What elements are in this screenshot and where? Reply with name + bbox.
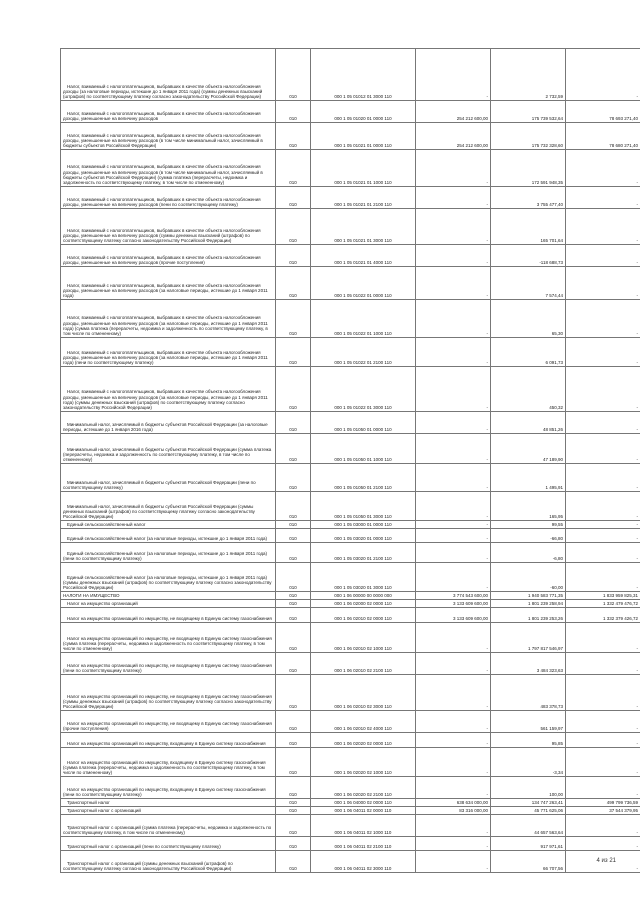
row-exec-cell: 6 091,73 [491, 338, 566, 367]
row-name-cell: Налог на имущество организаций по имуществу, не входящему в Единую систему газоснабжения (суммы денежных взысканий (штрафов) по соответствующему платежу согласно законодательству Российской Федерации) [61, 675, 276, 711]
row-kbk-cell: 000 1 06 04011 02 0000 110 [311, 807, 416, 815]
row-name-cell: Транспортный налог с организаций (пени по соответствующему платежу) [61, 837, 276, 851]
row-kbk-cell: 000 1 06 02020 02 2100 110 [311, 777, 416, 799]
row-rest-cell: - [566, 837, 640, 851]
row-rest-cell: - [566, 815, 640, 837]
row-code-cell: 010 [276, 245, 311, 267]
row-kbk-cell: 000 1 06 02010 02 2100 110 [311, 653, 416, 675]
row-exec-cell: 1 797 817 546,97 [491, 623, 566, 653]
row-rest-cell: - [566, 529, 640, 543]
row-code-cell: 010 [276, 101, 311, 123]
row-rest-cell: - [566, 543, 640, 563]
row-name-cell: Налог, взимаемый с налогоплательщиков, выбравших в качестве объекта налогообложения доходы, уменьшенные на величину расходов (за налоговые периоды, истекшие до 1 января 2011 года) (суммы денежных взысканий (штрафов) по соответствующему платежу согласно законодательству Российской Федерации) [61, 367, 276, 412]
row-exec-cell: -66,80 [491, 529, 566, 543]
row-code-cell: 010 [276, 267, 311, 300]
row-exec-cell: 65,30 [491, 300, 566, 338]
row-rest-cell: 78 680 271,40 [566, 123, 640, 150]
row-rest-cell: 1 332 379 426,72 [566, 608, 640, 623]
row-plan-cell: - [416, 338, 491, 367]
row-kbk-cell: 000 1 06 00000 00 0000 000 [311, 592, 416, 600]
row-rest-cell: 78 693 271,40 [566, 101, 640, 123]
row-code-cell: 010 [276, 623, 311, 653]
row-code-cell: 010 [276, 187, 311, 209]
row-plan-cell: - [416, 733, 491, 748]
table-row [61, 837, 640, 851]
row-kbk-cell: 000 1 05 01022 01 3000 110 [311, 367, 416, 412]
row-plan-cell: - [416, 748, 491, 777]
row-name-cell: Транспортный налог с организаций [61, 807, 276, 815]
table-row [61, 851, 640, 873]
row-name-cell: Единый сельскохозяйственный налог (за налоговые периоды, истекшие до 1 января 2011 года) (суммы денежных взысканий (штрафов) по соответствующему платежу согласно законодательству Российской Федерации) [61, 563, 276, 592]
row-exec-cell: -6,80 [491, 543, 566, 563]
row-kbk-cell: 000 1 05 03020 01 3000 110 [311, 563, 416, 592]
row-name-cell: Налог на имущество организаций по имуществу, входящему в Единую систему газоснабжения (пени по соответствующему платежу) [61, 777, 276, 799]
row-kbk-cell: 000 1 06 04011 02 3000 110 [311, 851, 416, 873]
row-kbk-cell: 000 1 05 01012 01 3000 110 [311, 49, 416, 101]
row-code-cell: 010 [276, 733, 311, 748]
row-rest-cell: 1 332 479 476,72 [566, 600, 640, 608]
row-kbk-cell: 000 1 05 03000 01 0000 110 [311, 521, 416, 529]
row-code-cell: 010 [276, 123, 311, 150]
row-rest-cell: - [566, 338, 640, 367]
row-name-cell: Налог на имущество организаций по имуществу, не входящему в Единую систему газоснабжения (сумма платежа (перерасчеты, недоимка и задолженность по соответствующему платежу, в том числе по отмененному) [61, 623, 276, 653]
row-kbk-cell: 000 1 05 03020 01 2100 110 [311, 543, 416, 563]
table-row [61, 150, 640, 187]
row-code-cell: 010 [276, 49, 311, 101]
row-name-cell: Налог, взимаемый с налогоплательщиков, выбравших в качестве объекта налогообложения доходы (за налоговые периоды, истекшие до 1 января 2011 года) (суммы денежных взысканий (штрафов) по соответствующему платежу согласно законодательству Российской Федерации) [61, 49, 276, 101]
row-code-cell: 010 [276, 464, 311, 492]
table-row [61, 623, 640, 653]
table-row [61, 464, 640, 492]
row-name-cell: Налог на имущество организаций по имуществу, входящему в Единую систему газоснабжения (сумма платежа (перерасчеты, недоимка и задолженность по соответствующему платежу, в том числе по отмененному) [61, 748, 276, 777]
row-exec-cell: 95,85 [491, 733, 566, 748]
row-kbk-cell: 000 1 06 04011 02 1000 110 [311, 815, 416, 837]
row-rest-cell: - [566, 748, 640, 777]
row-exec-cell: 48 851,26 [491, 412, 566, 434]
table-row [61, 653, 640, 675]
table-row [61, 338, 640, 367]
row-exec-cell: 483 378,73 [491, 675, 566, 711]
row-name-cell: Налог на имущество организаций по имуществу, не входящему в Единую систему газоснабжения (прочие поступления) [61, 711, 276, 733]
row-rest-cell: - [566, 245, 640, 267]
row-name-cell: Минимальный налог, зачисляемый в бюджеты субъектов Российской Федерации (суммы денежных взысканий (штрафов) по соответствующему платежу согласно законодательству Российской Федерации) [61, 492, 276, 521]
row-exec-cell: 561 159,97 [491, 711, 566, 733]
row-kbk-cell: 000 1 05 01050 01 3000 110 [311, 492, 416, 521]
table-row [61, 412, 640, 434]
row-code-cell: 010 [276, 675, 311, 711]
page-number: 4 из 21 [596, 858, 616, 864]
table-row [61, 675, 640, 711]
row-rest-cell: - [566, 675, 640, 711]
row-plan-cell: - [416, 412, 491, 434]
row-name-cell: Налог на имущество организаций по имуществу, не входящему в Единую систему газоснабжения [61, 608, 276, 623]
row-code-cell: 010 [276, 209, 311, 245]
row-name-cell: Налог, взимаемый с налогоплательщиков, выбравших в качестве объекта налогообложения доходы, уменьшенные на величину расходов (за налоговые периоды, истекшие до 1 января 2011 года) (пени по соответствующему платежу) [61, 338, 276, 367]
table-row [61, 777, 640, 799]
row-name-cell: Единый сельскохозяйственный налог (за налоговые периоды, истекшие до 1 января 2011 года) (пени по соответствующему платежу) [61, 543, 276, 563]
row-code-cell: 010 [276, 600, 311, 608]
table-row [61, 807, 640, 815]
row-plan-cell: - [416, 367, 491, 412]
row-kbk-cell: 000 1 05 01021 01 1000 110 [311, 150, 416, 187]
row-exec-cell: 45 771 625,06 [491, 807, 566, 815]
row-exec-cell: 172 591 948,35 [491, 150, 566, 187]
table-row [61, 521, 640, 529]
row-code-cell: 010 [276, 563, 311, 592]
row-code-cell: 010 [276, 837, 311, 851]
report-sheet [60, 48, 638, 873]
row-plan-cell: - [416, 187, 491, 209]
row-name-cell: Налог, взимаемый с налогоплательщиков, выбравших в качестве объекта налогообложения доходы, уменьшенные на величину расходов (прочие поступления) [61, 245, 276, 267]
table-row [61, 815, 640, 837]
row-plan-cell: - [416, 563, 491, 592]
row-code-cell: 010 [276, 815, 311, 837]
row-exec-cell: 165 701,64 [491, 209, 566, 245]
row-kbk-cell: 000 1 06 02010 02 4000 110 [311, 711, 416, 733]
row-plan-cell: - [416, 543, 491, 563]
row-code-cell: 010 [276, 150, 311, 187]
row-exec-cell: 7 574,44 [491, 267, 566, 300]
row-code-cell: 010 [276, 300, 311, 338]
row-rest-cell: - [566, 623, 640, 653]
row-plan-cell: - [416, 300, 491, 338]
row-kbk-cell: 000 1 06 04011 02 2100 110 [311, 837, 416, 851]
row-plan-cell: 638 634 000,00 [416, 799, 491, 807]
row-rest-cell: 499 799 736,59 [566, 799, 640, 807]
row-rest-cell: - [566, 267, 640, 300]
row-kbk-cell: 000 1 06 02020 02 1000 110 [311, 748, 416, 777]
row-kbk-cell: 000 1 05 01050 01 2100 110 [311, 464, 416, 492]
row-kbk-cell: 000 1 06 02010 02 1000 110 [311, 623, 416, 653]
row-plan-cell: - [416, 492, 491, 521]
row-kbk-cell: 000 1 05 01050 01 1000 110 [311, 434, 416, 464]
row-rest-cell: - [566, 49, 640, 101]
table-row [61, 267, 640, 300]
row-plan-cell: - [416, 434, 491, 464]
row-rest-cell: - [566, 653, 640, 675]
row-name-cell: Налог, взимаемый с налогоплательщиков, выбравших в качестве объекта налогообложения доходы, уменьшенные на величину расходов (за налоговые периоды, истекшие до 1 января 2011 года) (сумма платежа (перерасчеты, недоимка и задолженность по соответствующему платежу, в том числе по отмененному) [61, 300, 276, 338]
row-plan-cell: - [416, 245, 491, 267]
row-rest-cell: - [566, 733, 640, 748]
row-exec-cell: 1 801 239 253,26 [491, 608, 566, 623]
row-rest-cell: - [566, 412, 640, 434]
row-rest-cell: - [566, 777, 640, 799]
row-kbk-cell: 000 1 05 03020 01 0000 110 [311, 529, 416, 543]
row-plan-cell: 3 774 543 600,00 [416, 592, 491, 600]
row-plan-cell: - [416, 267, 491, 300]
table-row [61, 608, 640, 623]
row-exec-cell: -3,34 [491, 748, 566, 777]
table-row [61, 300, 640, 338]
table-row [61, 529, 640, 543]
row-kbk-cell: 000 1 05 01022 01 2100 110 [311, 338, 416, 367]
row-plan-cell: - [416, 464, 491, 492]
row-code-cell: 010 [276, 492, 311, 521]
revenue-table-body [61, 49, 640, 873]
row-code-cell: 010 [276, 777, 311, 799]
row-kbk-cell: 000 1 05 01020 01 0000 110 [311, 101, 416, 123]
row-kbk-cell: 000 1 06 02020 02 0000 110 [311, 733, 416, 748]
row-kbk-cell: 000 1 05 01021 01 4000 110 [311, 245, 416, 267]
table-row [61, 367, 640, 412]
row-code-cell: 010 [276, 529, 311, 543]
row-exec-cell: 99,55 [491, 521, 566, 529]
row-exec-cell: 450,32 [491, 367, 566, 412]
row-name-cell: Транспортный налог с организаций (сумма платежа (перерасчеты, недоимка и задолженность по соответствующему платежу, в том числе по отмененному) [61, 815, 276, 837]
row-rest-cell: - [566, 150, 640, 187]
row-exec-cell: 1 801 239 258,94 [491, 600, 566, 608]
row-code-cell: 010 [276, 521, 311, 529]
table-row [61, 733, 640, 748]
row-exec-cell: 3 484 323,63 [491, 653, 566, 675]
row-plan-cell: - [416, 529, 491, 543]
row-exec-cell: -118 688,73 [491, 245, 566, 267]
row-code-cell: 010 [276, 543, 311, 563]
table-row [61, 748, 640, 777]
row-plan-cell: 83 316 000,00 [416, 807, 491, 815]
row-name-cell: Налог на имущество организаций [61, 600, 276, 608]
row-kbk-cell: 000 1 06 04000 02 0000 110 [311, 799, 416, 807]
row-exec-cell: 44 657 563,64 [491, 815, 566, 837]
row-rest-cell: - [566, 521, 640, 529]
row-kbk-cell: 000 1 05 01021 01 2100 110 [311, 187, 416, 209]
row-exec-cell: 1 940 583 771,35 [491, 592, 566, 600]
row-exec-cell: 134 747 263,41 [491, 799, 566, 807]
row-rest-cell: - [566, 851, 640, 873]
row-exec-cell: 100,00 [491, 777, 566, 799]
row-plan-cell: 3 133 609 600,00 [416, 600, 491, 608]
table-row [61, 101, 640, 123]
row-plan-cell: - [416, 209, 491, 245]
table-row [61, 592, 640, 600]
row-plan-cell: - [416, 851, 491, 873]
row-plan-cell: - [416, 49, 491, 101]
row-kbk-cell: 000 1 06 02010 02 3000 110 [311, 675, 416, 711]
row-rest-cell: - [566, 187, 640, 209]
row-rest-cell: - [566, 711, 640, 733]
row-code-cell: 010 [276, 367, 311, 412]
row-exec-cell: 165,95 [491, 492, 566, 521]
row-exec-cell: -60,00 [491, 563, 566, 592]
table-row [61, 799, 640, 807]
row-name-cell: Единый сельскохозяйственный налог (за налоговые периоды, истекшие до 1 января 2011 года) [61, 529, 276, 543]
row-rest-cell: 1 833 959 825,31 [566, 592, 640, 600]
row-kbk-cell: 000 1 06 02000 02 0000 110 [311, 600, 416, 608]
row-plan-cell: - [416, 653, 491, 675]
row-plan-cell: 254 212 600,00 [416, 101, 491, 123]
row-plan-cell: - [416, 837, 491, 851]
table-row [61, 600, 640, 608]
row-code-cell: 010 [276, 748, 311, 777]
table-row [61, 434, 640, 464]
row-kbk-cell: 000 1 05 01021 01 3000 110 [311, 209, 416, 245]
row-plan-cell: - [416, 675, 491, 711]
row-exec-cell: 3 755 477,40 [491, 187, 566, 209]
row-exec-cell: 66 707,56 [491, 851, 566, 873]
row-plan-cell: 3 133 609 600,00 [416, 608, 491, 623]
row-kbk-cell: 000 1 05 01022 01 0000 110 [311, 267, 416, 300]
table-row [61, 711, 640, 733]
row-code-cell: 010 [276, 434, 311, 464]
table-row [61, 563, 640, 592]
row-code-cell: 010 [276, 799, 311, 807]
row-code-cell: 010 [276, 807, 311, 815]
row-plan-cell: - [416, 623, 491, 653]
row-kbk-cell: 000 1 05 01050 01 0000 110 [311, 412, 416, 434]
row-code-cell: 010 [276, 338, 311, 367]
row-rest-cell: - [566, 464, 640, 492]
row-kbk-cell: 000 1 06 02010 02 0000 110 [311, 608, 416, 623]
row-name-cell: Налог, взимаемый с налогоплательщиков, выбравших в качестве объекта налогообложения доходы, уменьшенные на величину расходов (пени по соответствующему платежу) [61, 187, 276, 209]
table-row [61, 209, 640, 245]
row-name-cell: Минимальный налог, зачисляемый в бюджеты субъектов Российской Федерации (сумма платежа (перерасчеты, недоимка и задолженность по соответствующему платежу, в том числе по отмененному) [61, 434, 276, 464]
row-name-cell: Минимальный налог, зачисляемый в бюджеты субъектов Российской Федерации (за налоговые периоды, истекшие до 1 января 2016 года) [61, 412, 276, 434]
row-name-cell: Единый сельскохозяйственный налог [61, 521, 276, 529]
row-code-cell: 010 [276, 592, 311, 600]
row-plan-cell: - [416, 777, 491, 799]
row-plan-cell: - [416, 815, 491, 837]
row-code-cell: 010 [276, 653, 311, 675]
row-exec-cell: 1 495,91 [491, 464, 566, 492]
row-code-cell: 010 [276, 608, 311, 623]
row-rest-cell: - [566, 563, 640, 592]
row-name-cell: НАЛОГИ НА ИМУЩЕСТВО [61, 592, 276, 600]
row-kbk-cell: 000 1 05 01022 01 1000 110 [311, 300, 416, 338]
row-exec-cell: 2 732,59 [491, 49, 566, 101]
table-row [61, 543, 640, 563]
table-row [61, 187, 640, 209]
row-name-cell: Налог, взимаемый с налогоплательщиков, выбравших в качестве объекта налогообложения доходы, уменьшенные на величину расходов (в том числе минимальный налог, зачисляемый в бюджеты субъектов Российской Федерации) (сумма платежа (перерасчеты, недоимка и задолженность по соответствующему платежу, в том числе по отмененному) [61, 150, 276, 187]
row-name-cell: Налог, взимаемый с налогоплательщиков, выбравших в качестве объекта налогообложения доходы, уменьшенные на величину расходов (за налоговые периоды, истекшие до 1 января 2011 года) [61, 267, 276, 300]
row-name-cell: Налог, взимаемый с налогоплательщиков, выбравших в качестве объекта налогообложения доходы, уменьшенные на величину расходов (суммы денежных взысканий (штрафов) по соответствующему платежу согласно законодательству Российской Федерации) [61, 209, 276, 245]
row-name-cell: Налог на имущество организаций по имуществу, входящему в Единую систему газоснабжения [61, 733, 276, 748]
table-row [61, 492, 640, 521]
row-rest-cell: - [566, 492, 640, 521]
row-name-cell: Налог, взимаемый с налогоплательщиков, выбравших в качестве объекта налогообложения доходы, уменьшенные на величину расходов (в том числе минимальный налог, зачисляемый в бюджеты субъектов Российской Федерации) [61, 123, 276, 150]
row-exec-cell: 47 189,90 [491, 434, 566, 464]
row-exec-cell: 175 732 328,60 [491, 123, 566, 150]
table-row [61, 245, 640, 267]
row-name-cell: Транспортный налог с организаций (суммы денежных взысканий (штрафов) по соответствующему платежу согласно законодательству Российской Федерации) [61, 851, 276, 873]
row-plan-cell: - [416, 521, 491, 529]
table-row [61, 49, 640, 101]
row-plan-cell: - [416, 150, 491, 187]
row-rest-cell: - [566, 300, 640, 338]
row-exec-cell: 917 971,61 [491, 837, 566, 851]
row-code-cell: 010 [276, 412, 311, 434]
revenue-table [60, 48, 640, 873]
table-row [61, 123, 640, 150]
row-name-cell: Транспортный налог [61, 799, 276, 807]
row-code-cell: 010 [276, 851, 311, 873]
row-plan-cell: 254 212 600,00 [416, 123, 491, 150]
row-rest-cell: 37 544 379,95 [566, 807, 640, 815]
row-rest-cell: - [566, 434, 640, 464]
row-exec-cell: 175 739 532,64 [491, 101, 566, 123]
row-plan-cell: - [416, 711, 491, 733]
row-rest-cell: - [566, 367, 640, 412]
row-kbk-cell: 000 1 05 01021 01 0000 110 [311, 123, 416, 150]
row-name-cell: Минимальный налог, зачисляемый в бюджеты субъектов Российской Федерации (пени по соответствующему платежу) [61, 464, 276, 492]
row-name-cell: Налог, взимаемый с налогоплательщиков, выбравших в качестве объекта налогообложения доходы, уменьшенные на величину расходов [61, 101, 276, 123]
row-name-cell: Налог на имущество организаций по имуществу, не входящему в Единую систему газоснабжения (пени по соответствующему платежу) [61, 653, 276, 675]
row-rest-cell: - [566, 209, 640, 245]
row-code-cell: 010 [276, 711, 311, 733]
